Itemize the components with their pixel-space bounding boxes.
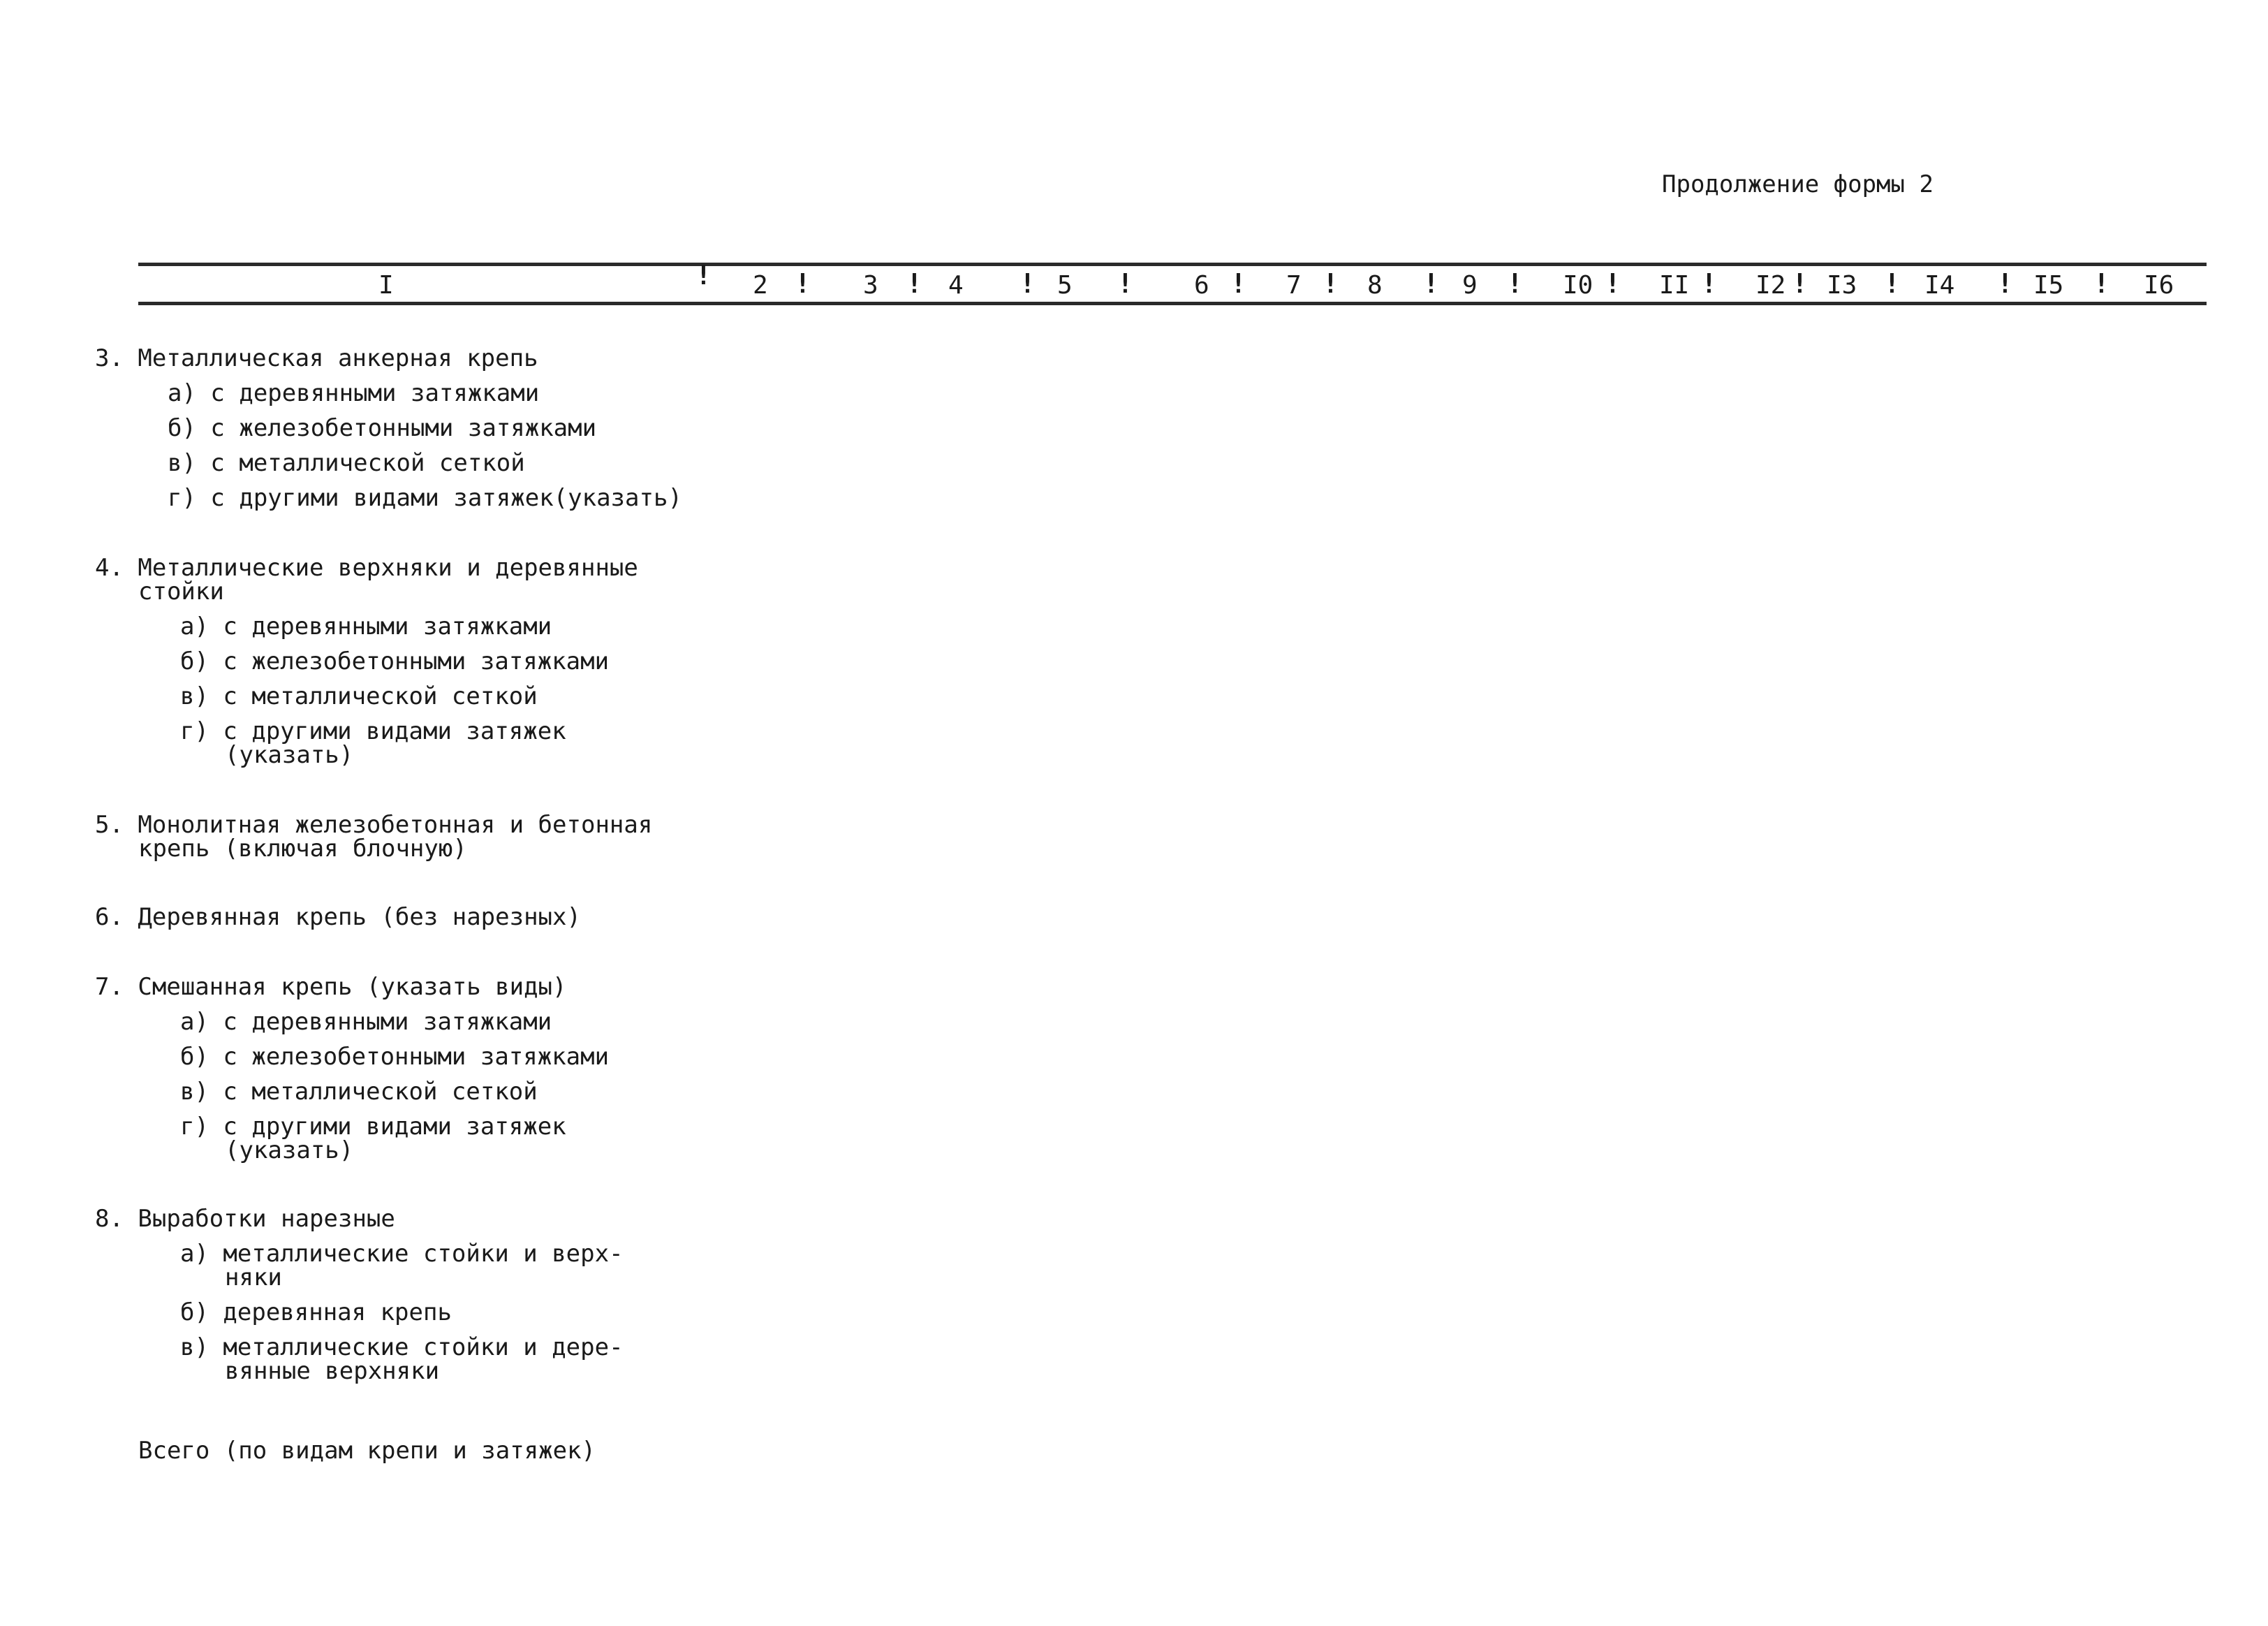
row-7b: б) с железобетонными затяжками <box>180 1043 610 1071</box>
header-top-rule <box>138 263 2207 266</box>
column-separator: ! <box>1701 268 1717 299</box>
column-separator: ! <box>1884 268 1900 299</box>
row-4d-cont: (указать) <box>225 741 354 769</box>
row-3d: г) с другими видами затяжек(указать) <box>168 484 682 512</box>
column-separator: ! <box>695 260 712 291</box>
column-header-11: II <box>1659 271 1690 300</box>
row-8a-cont: няки <box>225 1264 282 1291</box>
column-header-10: I0 <box>1563 271 1593 300</box>
row-8c: в) металлические стойки и дере- <box>180 1333 624 1361</box>
row-3c: в) с металлической сеткой <box>168 449 525 477</box>
row-4-title-cont: стойки <box>138 578 224 606</box>
continuation-label: Продолжение формы 2 <box>1662 170 1934 198</box>
row-7-title: 7. Смешанная крепь (указать виды) <box>95 973 567 1001</box>
row-8-title: 8. Выработки нарезные <box>95 1205 395 1233</box>
column-separator: ! <box>1507 268 1523 299</box>
column-header-14: I4 <box>1924 271 1955 300</box>
column-separator: ! <box>1323 268 1339 299</box>
column-header-3: 3 <box>863 271 878 300</box>
column-header-12: I2 <box>1755 271 1786 300</box>
row-8b: б) деревянная крепь <box>180 1298 452 1326</box>
column-header-7: 7 <box>1286 271 1302 300</box>
column-separator: ! <box>1423 268 1439 299</box>
row-5-title-cont: крепь (включая блочную) <box>138 835 467 863</box>
column-header-1: I <box>378 271 394 300</box>
row-8c-cont: вянные верхняки <box>225 1357 440 1385</box>
row-4-title: 4. Металлические верхняки и деревянные <box>95 554 638 582</box>
row-7c: в) с металлической сеткой <box>180 1078 538 1106</box>
column-header-16: I6 <box>2144 271 2174 300</box>
row-4d: г) с другими видами затяжек <box>180 717 566 745</box>
row-8a: а) металлические стойки и верх- <box>180 1240 624 1268</box>
total-row: Всего (по видам крепи и затяжек) <box>138 1437 596 1465</box>
header-bottom-rule <box>138 302 2207 305</box>
column-separator: ! <box>906 268 922 299</box>
column-header-2: 2 <box>753 271 768 300</box>
column-separator: ! <box>795 268 811 299</box>
row-7a: а) с деревянными затяжками <box>180 1008 552 1036</box>
row-3-title: 3. Металлическая анкерная крепь <box>95 344 538 372</box>
column-header-5: 5 <box>1057 271 1073 300</box>
column-separator: ! <box>1997 268 2013 299</box>
column-separator: ! <box>2093 268 2109 299</box>
row-3a: а) с деревянными затяжками <box>168 379 540 407</box>
row-4c: в) с металлической сеткой <box>180 682 538 710</box>
column-header-15: I5 <box>2033 271 2064 300</box>
column-header-6: 6 <box>1194 271 1209 300</box>
column-separator: ! <box>1605 268 1621 299</box>
row-4a: а) с деревянными затяжками <box>180 613 552 640</box>
column-separator: ! <box>1230 268 1246 299</box>
row-7d-cont: (указать) <box>225 1136 354 1164</box>
column-header-4: 4 <box>948 271 964 300</box>
column-separator: ! <box>1117 268 1133 299</box>
row-5-title: 5. Монолитная железобетонная и бетонная <box>95 811 653 839</box>
column-separator: ! <box>1019 268 1036 299</box>
column-separator: ! <box>1792 268 1808 299</box>
row-3b: б) с железобетонными затяжками <box>168 414 597 442</box>
column-header-8: 8 <box>1367 271 1383 300</box>
row-4b: б) с железобетонными затяжками <box>180 647 610 675</box>
row-7d: г) с другими видами затяжек <box>180 1113 566 1141</box>
column-header-13: I3 <box>1827 271 1857 300</box>
row-6-title: 6. Деревянная крепь (без нарезных) <box>95 903 581 931</box>
column-header-9: 9 <box>1462 271 1478 300</box>
